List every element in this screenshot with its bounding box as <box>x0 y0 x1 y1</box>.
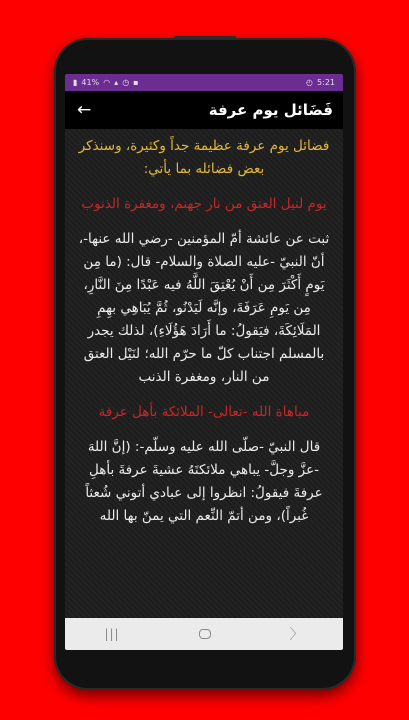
section-paragraph-1: ثبت عن عائشة أمّ المؤمنين -رضي الله عنها-، أنّ النبيّ -عليه الصلاة والسلام- قال: (ما مِن يَومٍ أَكْثَرَ مِن أَنْ يُعْتِقَ اللَّهُ فيه عَبْدًا مِنَ النَّارِ، مِن يَومِ عَرَفَةَ، وإنَّه لَيَدْنُو، ثُمَّ يُبَاهِي بهِمِ المَلَائِكَةَ، فيَقولُ: ما أَرَادَ هَؤُلَاءِ)، لذلك يجدر بالمسلم اجتناب كلّ ما حرّم الله؛ لنَيْل العتق من النار، ومغفرة الذنب <box>78 231 330 385</box>
notification-icon: ▪ <box>133 77 139 87</box>
battery-icon: ▮ <box>73 77 78 87</box>
status-right <box>306 78 335 87</box>
app-bar <box>65 91 343 129</box>
battery-percent: 41% <box>81 78 100 87</box>
intro-text: فضائل يوم عرفة عظيمة جداً وكثيرة، وسنذكر بعض فضائله بما يأتي: <box>78 138 330 177</box>
section-paragraph-2: قال النبيّ -صلّى الله عليه وسلّم-: (إنَّ اللهَ -عزَّ وجلَّ- يباهي ملائكتَهُ عشيةَ عرفةَ بأهلِ عرفةَ فيقولُ: انظروا إلى عبادي أتوني شُعثاً غُبراً)، ومن أتمّ النِّعم التي يمنّ بها الله <box>85 439 323 524</box>
status-bar <box>65 74 343 91</box>
recents-icon[interactable]: ||| <box>104 627 120 641</box>
status-left <box>73 78 139 87</box>
signal-icon: ▴ <box>114 77 119 87</box>
wifi-icon: ◠ <box>103 77 111 87</box>
arrow-left-icon[interactable]: ← <box>77 100 92 120</box>
page-title: فَضَائل يوم عرفة <box>208 101 333 119</box>
clock-icon: ◴ <box>306 77 314 87</box>
alarm-icon: ◷ <box>122 77 130 87</box>
app-screen <box>65 74 343 650</box>
nav-back-icon[interactable]: 〉 <box>289 627 304 643</box>
article-content[interactable] <box>65 129 343 618</box>
section-heading-1: يوم لنيل العتق من نار جهنم، ومغفرة الذنوب <box>81 196 327 212</box>
status-time: 5:21 <box>317 78 335 87</box>
section-heading-2: مباهاة الله -تعالى- الملائكة بأهل عرفة <box>98 404 310 420</box>
system-nav-bar <box>65 618 343 650</box>
home-icon[interactable] <box>199 629 211 639</box>
